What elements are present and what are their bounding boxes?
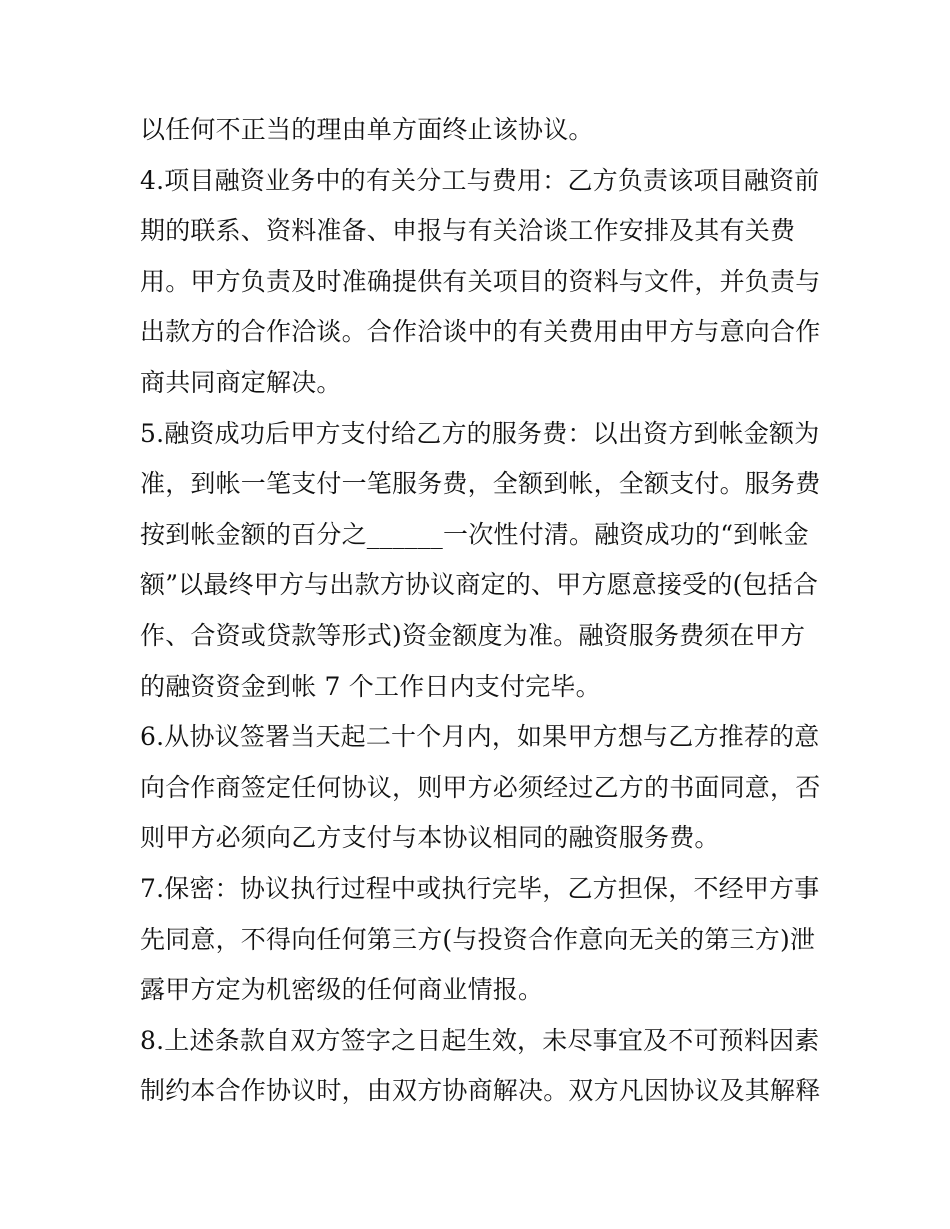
text-line: 制约本合作协议时，由双方协商解决。双方凡因协议及其解释 [140, 1076, 821, 1106]
text-line: 出款方的合作洽谈。合作洽谈中的有关费用由甲方与意向合作 [140, 317, 821, 347]
clause-7-line: 7.保密：协议执行过程中或执行完毕，乙方担保，不经甲方事 [140, 873, 820, 903]
text-line: 期的联系、资料准备、申报与有关洽谈工作安排及其有关费 [140, 216, 796, 246]
clause-5-line: 5.融资成功后甲方支付给乙方的服务费：以出资方到帐金额为 [140, 418, 820, 448]
document-body [140, 105, 830, 1117]
clause-6-line: 6.从协议签署当天起二十个月内，如果甲方想与乙方推荐的意 [140, 722, 820, 752]
text-line: 先同意，不得向任何第三方(与投资合作意向无关的第三方)泄 [140, 924, 816, 954]
text-line: 额”以最终甲方与出款方协议商定的、甲方愿意接受的(包括合 [140, 570, 819, 600]
text-line: 的融资资金到帐 7 个工作日内支付完毕。 [140, 671, 601, 701]
clause-8-line: 8.上述条款自双方签字之日起生效，未尽事宜及不可预料因素 [140, 1025, 820, 1055]
text-line: 露甲方定为机密级的任何商业情报。 [140, 975, 544, 1005]
text-line: 按到帐金额的百分之______一次性付清。融资成功的“到帐金 [140, 519, 809, 549]
text-line: 则甲方必须向乙方支付与本协议相同的融资服务费。 [140, 823, 720, 853]
text-line: 向合作商签定任何协议，则甲方必须经过乙方的书面同意，否 [140, 772, 821, 802]
text-line: 用。甲方负责及时准确提供有关项目的资料与文件，并负责与 [140, 266, 821, 296]
text-line: 作、合资或贷款等形式)资金额度为准。融资服务费须在甲方 [140, 620, 806, 650]
text-line: 以任何不正当的理由单方面终止该协议。 [140, 115, 594, 144]
text-line: 商共同商定解决。 [140, 367, 342, 397]
text-line: 准，到帐一笔支付一笔服务费，全额到帐，全额支付。服务费 [140, 469, 821, 499]
clause-4-line: 4.项目融资业务中的有关分工与费用：乙方负责该项目融资前 [140, 165, 820, 195]
